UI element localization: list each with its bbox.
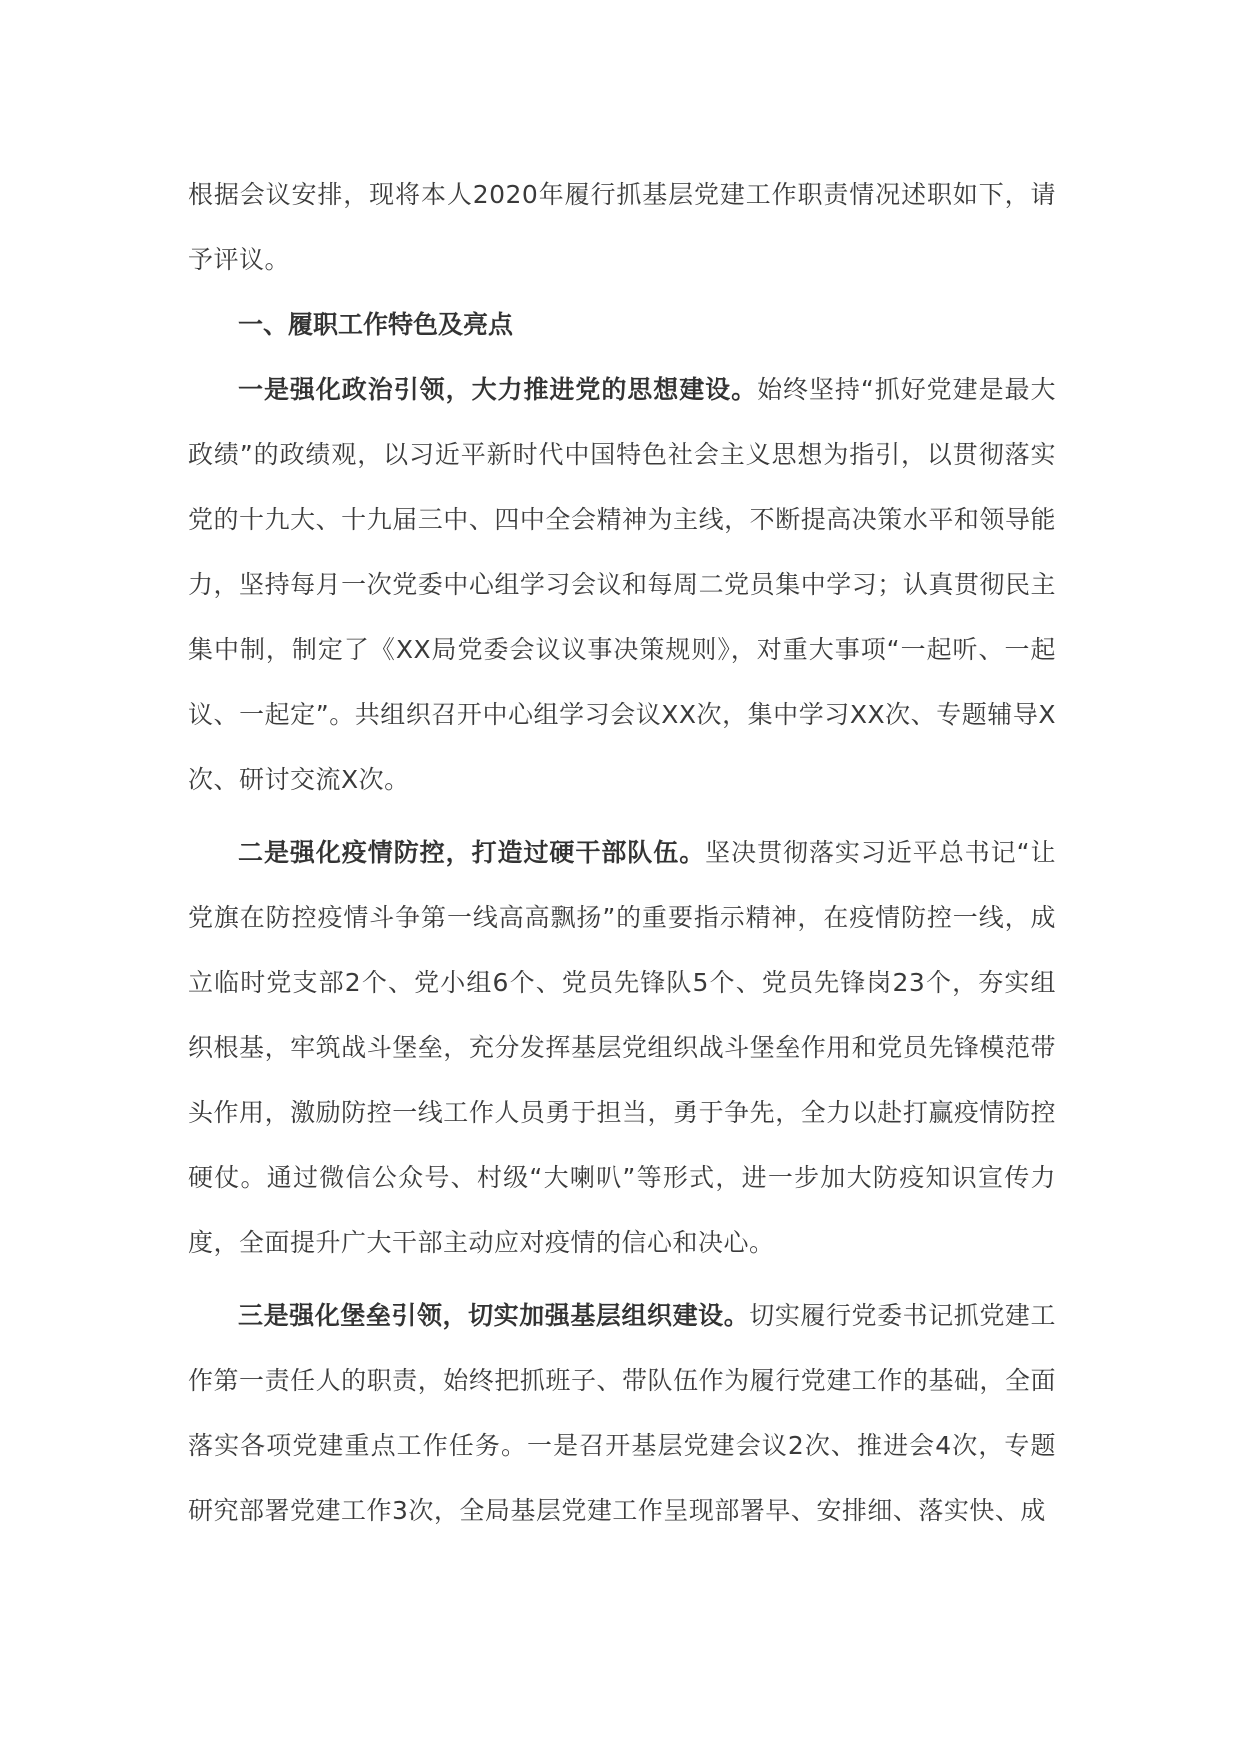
paragraph-1-body: 始终坚持“抓好党建是最大政绩”的政绩观，以习近平新时代中国特色社会主义思想为指引，以贯彻落实党的十九大、十九届三中、四中全会精神为主线，不断提高决策水平和领导能力，坚持每月一次党委中心组学习会议和每周二党员集中学习；认真贯彻民主集中制，制定了《XX局党委会议议事决策规则》，对重大事项“一起听、一起议、一起定”。共组织召开中心组学习会议XX次，集中学习XX次、专题辅导X次、研讨交流X次。 [188,375,1056,794]
paragraph-2-body: 坚决贯彻落实习近平总书记“让党旗在防控疫情斗争第一线高高飘扬”的重要指示精神，在疫情防控一线，成立临时党支部2个、党小组6个、党员先锋队5个、党员先锋岗23个，夯实组织根基，牢筑战斗堡垒，充分发挥基层党组织战斗堡垒作用和党员先锋模范带头作用，激励防控一线工作人员勇于担当，勇于争先，全力以赴打赢疫情防控硬仗。通过微信公众号、村级“大喇叭”等形式，进一步加大防疫知识宣传力度，全面提升广大干部主动应对疫情的信心和决心。 [188,838,1056,1257]
intro-paragraph: 根据会议安排，现将本人2020年履行抓基层党建工作职责情况述职如下，请予评议。 [188,180,1056,274]
document-page [188,162,1056,1543]
paragraph-3-lead: 三是强化堡垒引领，切实加强基层组织建设。 [238,1301,750,1330]
section-heading: 一、履职工作特色及亮点 [238,310,514,339]
paragraph-1 [188,357,1056,812]
paragraph-3-body: 切实履行党委书记抓党建工作第一责任人的职责，始终把抓班子、带队伍作为履行党建工作的基础，全面落实各项党建重点工作任务。一是召开基层党建会议2次、推进会4次，专题研究部署党建工作3次，全局基层党建工作呈现部署早、安排细、落实快、成 [188,1301,1056,1525]
paragraph-2 [188,820,1056,1275]
paragraph-3 [188,1283,1056,1543]
paragraph-1-lead: 一是强化政治引领，大力推进党的思想建设。 [238,375,758,404]
paragraph-2-lead: 二是强化疫情防控，打造过硬干部队伍。 [238,838,706,867]
